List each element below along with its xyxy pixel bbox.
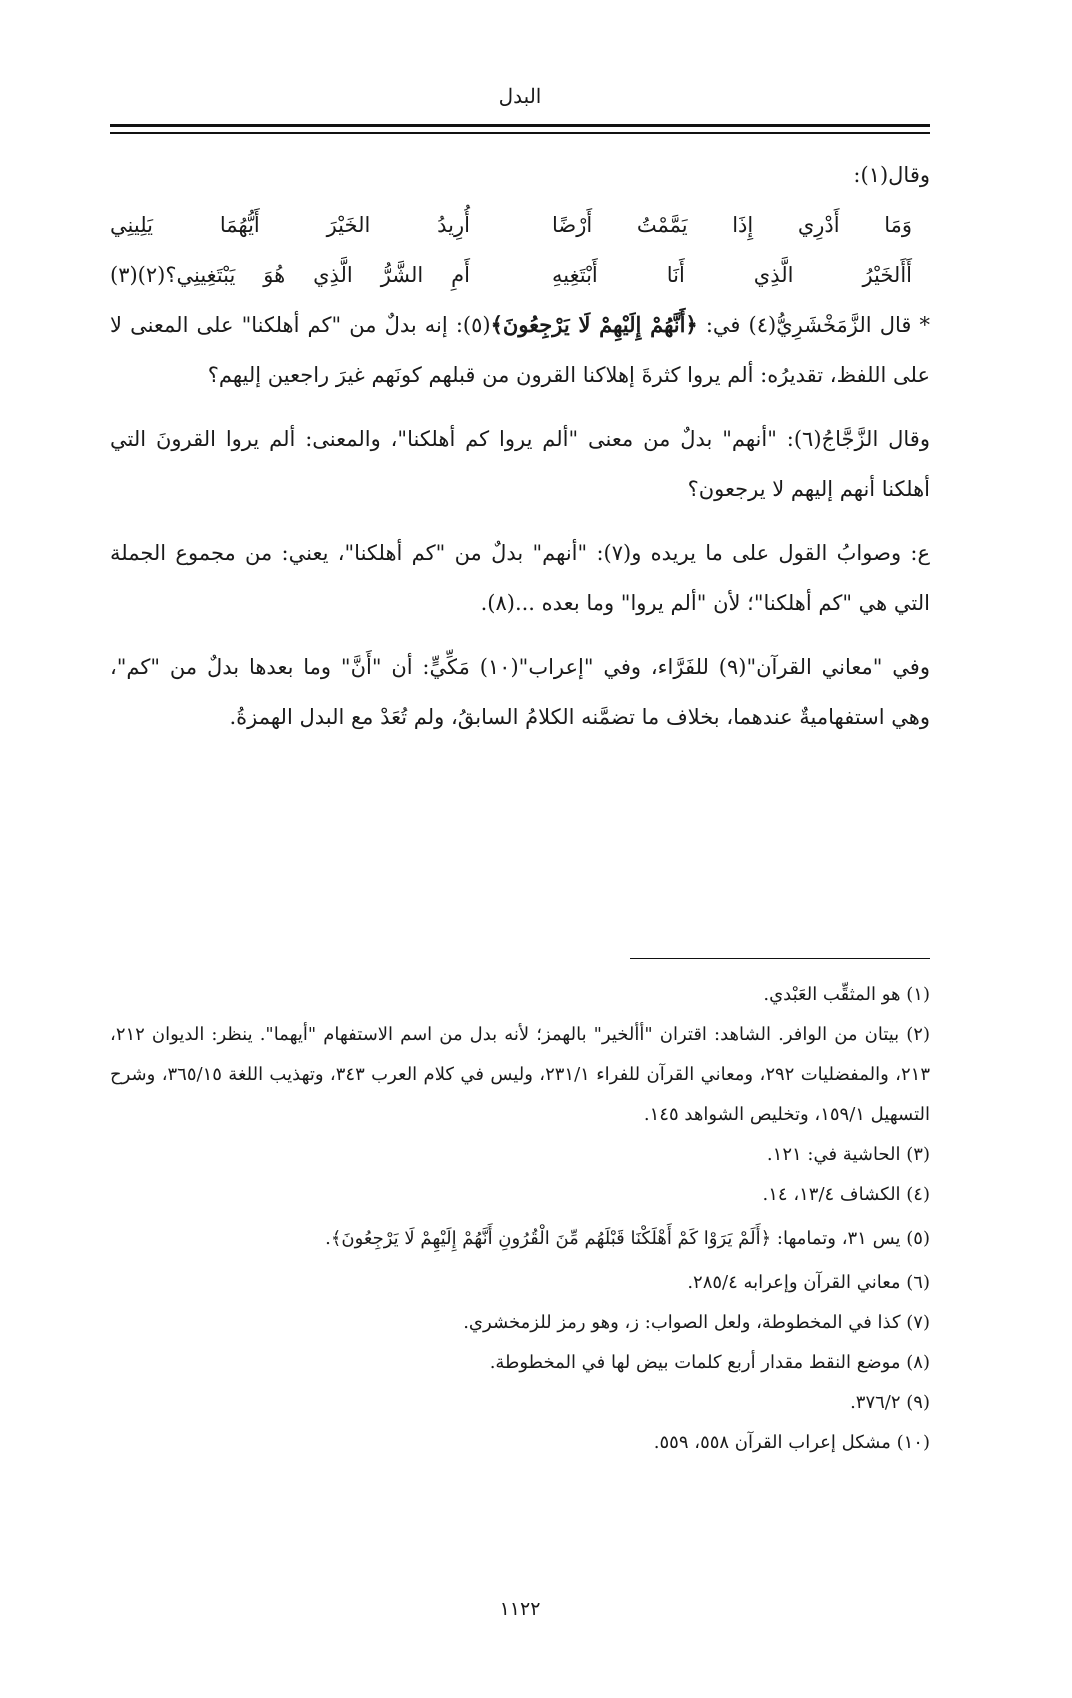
footnote-10: (١٠) مشكل إعراب القرآن ٥٥٨، ٥٥٩.: [653, 1432, 930, 1453]
verse-word: أَمِ: [451, 263, 470, 287]
verse-word: أَرْضًا: [552, 213, 593, 237]
footnote-2: (٢) بيتان من الوافر. الشاهد: اقتران "أألخير" بالهمز؛ لأنه بدل من اسم الاستفهام "أيهما". ينظر: الديوان ٢١٢، ٢١٣، والمفضليات ٢٩٢، ومعاني القرآن للفراء ٢٣١/١، وليس في كلام العرب ٣٤٣، وتهذيب اللغة ٣٦٥/١٥، وشرح التسهيل ١٥٩/١، وتخليص الشواهد ١٤٥.: [110, 1024, 931, 1125]
verse-2-right-hemistich: [552, 250, 912, 300]
intro-line: وقال(١):: [853, 163, 930, 187]
footnote-5: (٥) يس ٣١، وتمامها: ﴿أَلَمْ يَرَوْا كَمْ أَهْلَكْنَا قَبْلَهُم مِّنَ الْقُرُونِ أَنَّهُمْ إِلَيْهِمْ لَا يَرْجِعُونَ﴾.: [325, 1228, 930, 1249]
verse-line-1: [110, 200, 930, 250]
verse-word: وَمَا: [884, 213, 912, 237]
verse-word: الشَّرُّ: [380, 263, 424, 287]
header-rule-thin: [110, 132, 930, 134]
page-number: ١١٢٢: [499, 1598, 541, 1620]
verse-word: أُرِيدُ: [437, 213, 470, 237]
verse-1-right-hemistich: [552, 200, 912, 250]
paragraph-farra: وفي "معاني القرآن"(٩) للفَرَّاء، وفي "إعراب"(١٠) مَكِّيٍّ: أن "أَنَّ" وما بعدها بدلٌ من "كم"، وهي استفهاميةٌ عندهما، بخلاف ما تضمَّنه الكلامُ السابقُ، ولم تُعَدْ مع البدل الهمزةُ.: [110, 655, 930, 729]
footnote-8: (٨) موضع النقط مقدار أربع كلمات بيض لها في المخطوطة.: [489, 1352, 930, 1373]
book-page: [110, 0, 930, 1698]
running-header: البدل: [498, 84, 542, 108]
paragraph-zamakhshari: [110, 300, 930, 400]
verse-word: يَلِينِي: [110, 213, 153, 237]
footnote-4: (٤) الكشاف ١٣/٤، ١٤.: [762, 1184, 930, 1205]
footnote-9: (٩) ٣٧٦/٢.: [850, 1392, 930, 1413]
footnote-separator: [630, 958, 930, 959]
paragraph-zajjaj: وقال الزَّجَّاجُ(٦): "أنهم" بدلٌ من معنى "ألم يروا كم أهلكنا"، والمعنى: ألم يروا القرونَ التي أهلكنا أنهم إليهم لا يرجعون؟: [110, 427, 930, 501]
footnote-3: (٣) الحاشية في: ١٢١.: [766, 1144, 930, 1165]
footnotes: [110, 975, 930, 1463]
footnote-1: (١) هو المثقِّب العَبْدي.: [763, 984, 930, 1005]
verse-1-left-hemistich: [110, 200, 470, 250]
footnote-6: (٦) معاني القرآن وإعرابه ٢٨٥/٤.: [687, 1272, 930, 1293]
verse-word: أَيُّهُمَا: [219, 213, 260, 237]
verse-2-left-hemistich: [110, 250, 470, 300]
verse-word: أَبْتَغِيهِ: [552, 263, 598, 287]
footnote-7: (٧) كذا في المخطوطة، ولعل الصواب: ز، وهو رمز للزمخشري.: [463, 1312, 930, 1333]
verse-line-2: [110, 250, 930, 300]
header-rule-thick: [110, 124, 930, 127]
verse-word: الَّذِي: [313, 263, 353, 287]
p1-suffix: (٥): إنه بدلٌ من "كم أهلكنا" على المعنى لا على اللفظ، تقديرُه: ألم يروا كثرةَ إهلاكنا القرون من قبلهم كونَهم غيرَ راجعين إليهم؟: [110, 313, 930, 387]
verse-word: هُوَ: [263, 263, 286, 287]
p1-prefix: * قال الزَّمَخْشَرِيُّ(٤) في:: [697, 313, 930, 337]
verse-word: الَّذِي: [753, 263, 794, 287]
main-text: [110, 150, 930, 742]
verse-word: أَأَلخَيْرُ: [862, 263, 912, 287]
verse-word: يَمَّمْتُ: [636, 213, 688, 237]
verse-word: أَنَا: [666, 263, 685, 287]
paragraph-correction: ع: وصوابُ القول على ما يريده و(٧): "أنهم" بدلٌ من "كم أهلكنا"، يعني: من مجموع الجملة التي هي "كم أهلكنا"؛ لأن "ألم يروا" وما بعده ...(٨).: [110, 541, 930, 615]
verse-word: إِذَا: [732, 213, 754, 237]
verse-word: أَدْرِي: [797, 213, 840, 237]
verse-word: يَبْتَغِينِي؟(٢)(٣): [110, 263, 236, 287]
quran-citation: ﴿أَنَّهُمْ إِلَيْهِمْ لَا يَرْجِعُونَ﴾: [490, 312, 698, 337]
verse-word: الخَيْرَ: [326, 213, 371, 237]
